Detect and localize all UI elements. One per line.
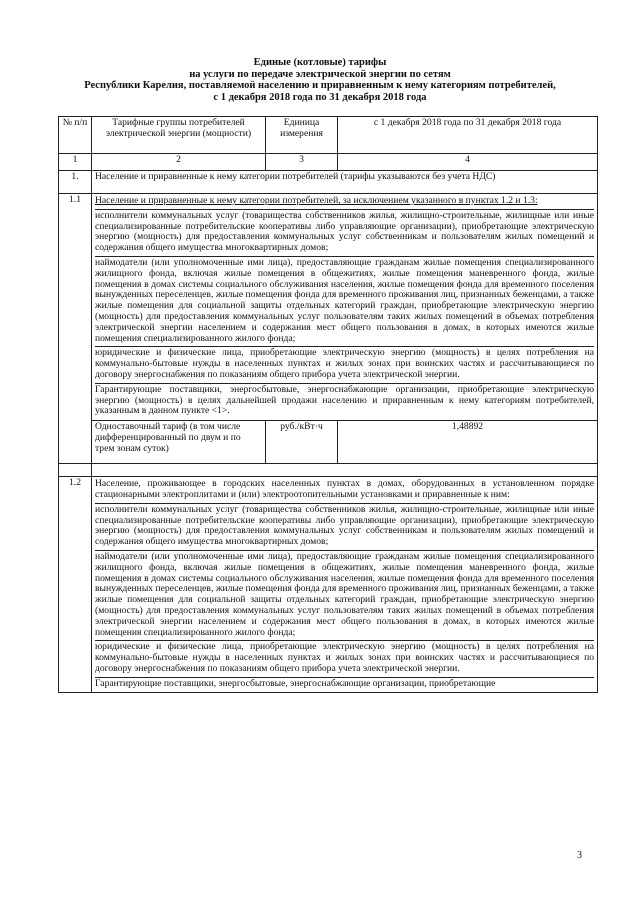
group-1-1-intro: Население и приравненные к нему категории потребителей, за исключением указанного в пунктах 1.2 и 1.3: xyxy=(95,195,594,210)
section-1-number: 1. xyxy=(59,171,92,194)
group-1-2-number: 1.2 xyxy=(59,477,92,693)
column-number-2: 2 xyxy=(92,154,266,171)
group-1-2-item-3: юридические и физические лица, приобретающие электрическую энергию (мощность) в целях потребления на коммунально-бытовые нужды в населенных пунктах и жилых зонах при воинских частях и рассчитывающиеся по договору энергоснабжения по показаниям общего прибора учета электрической энергии. xyxy=(95,641,594,677)
document-title xyxy=(60,57,580,103)
group-1-1-item-1: исполнители коммунальных услуг (товарищества собственников жилья, жилищно-строительные, жилищные или иные специализированные потребительские кооперативы либо управляющие организации), приобретающие электрическую энергию (мощность) для предоставления коммунальных услуг собственникам и пользователям жилых помещений и содержания общего имущества многоквартирных домов; xyxy=(95,210,594,257)
title-line-4: с 1 декабря 2018 года по 31 декабря 2018 года xyxy=(213,91,427,103)
group-1-1-item-4: Гарантирующие поставщики, энергосбытовые, энергоснабжающие организации, приобретающие электрическую энергию (мощность) в целях дальнейшей продажи населению и приравненным к нему категориям потребителей, указанным в данном пункте <1>. xyxy=(95,383,594,417)
title-line-2: на услуги по передаче электрической энергии по сетям xyxy=(189,68,451,80)
column-number-1: 1 xyxy=(59,154,92,171)
title-line-3: Республики Карелия, поставляемой населению и приравненным к нему категориям потребителей, xyxy=(84,80,556,91)
title-line-1: Единые (котловые) тарифы xyxy=(253,57,387,68)
group-1-1-number: 1.1 xyxy=(59,194,92,464)
rate-value: 1,48892 xyxy=(338,421,598,464)
column-number-3: 3 xyxy=(266,154,338,171)
group-1-2-item-1: исполнители коммунальных услуг (товарищества собственников жилья, жилищно-строительные, жилищные или иные специализированные потребительские кооперативы либо управляющие организации), приобретающие электрическую энергию (мощность) для предоставления коммунальных услуг собственникам и пользователям жилых помещений и содержания общего имущества многоквартирных домов; xyxy=(95,504,594,551)
tariff-table xyxy=(58,116,598,693)
group-1-1-row xyxy=(59,194,598,421)
group-1-1-item-3: юридические и физические лица, приобретающие электрическую энергию (мощность) в целях потребления на коммунально-бытовые нужды в населенных пунктах и жилых зонах при воинских частях и рассчитывающиеся по договору энергоснабжения по показаниям общего прибора учета электрической энергии. xyxy=(95,347,594,383)
rate-unit: руб./кВт·ч xyxy=(266,421,338,464)
section-1-row xyxy=(59,171,598,194)
header-number: № п/п xyxy=(59,117,92,154)
header-period: с 1 декабря 2018 года по 31 декабря 2018 года xyxy=(338,117,598,154)
header-unit: Единица измерения xyxy=(266,117,338,154)
page-number: 3 xyxy=(577,850,582,861)
group-1-2-intro: Население, проживающее в городских населенных пунктах в домах, оборудованных в установленном порядке стационарными электроплитами и (или) электроотопительными установками и приравненные к ним: xyxy=(95,478,594,504)
group-1-2-item-4: Гарантирующие поставщики, энергосбытовые, энергоснабжающие организации, приобретающие xyxy=(95,677,496,689)
table-header-row xyxy=(59,117,598,154)
group-1-2-item-2: наймодатели (или уполномоченные ими лица), предоставляющие гражданам жилые помещения специализированного жилищного фонда, включая жилые помещения в общежитиях, жилые помещения маневренного фонда, жилые помещения в домах системы социального обслуживания населения, жилые помещения фонда для временного поселения вынужденных переселенцев, жилые помещения фонда для временного проживания лиц, признанных беженцами, а также жилые помещения для социальной защиты отдельных категорий граждан, приобретающие электрическую энергию (мощность) для предоставления коммунальных услуг пользователям таких жилых помещений в объемах потребления электрической энергии населением и содержания мест общего пользования в домах, в которых имеются жилые помещения специализированного жилого фонда; xyxy=(95,551,594,641)
group-1-1-rate-row xyxy=(59,421,598,464)
column-numbering-row xyxy=(59,154,598,171)
group-1-2-content xyxy=(92,477,598,693)
group-1-2-row xyxy=(59,477,598,693)
header-tariff-groups: Тарифные группы потребителей электрической энергии (мощности) xyxy=(92,117,266,154)
section-1-text: Население и приравненные к нему категории потребителей (тарифы указываются без учета НДС) xyxy=(92,171,598,194)
group-1-1-item-2: наймодатели (или уполномоченные ими лица), предоставляющие гражданам жилые помещения специализированного жилищного фонда, включая жилые помещения в общежитиях, жилые помещения маневренного фонда, жилые помещения в домах системы социального обслуживания населения, жилые помещения фонда для временного поселения вынужденных переселенцев, жилые помещения фонда для временного проживания лиц, признанных беженцами, а также жилые помещения для социальной защиты отдельных категорий граждан, приобретающие электрическую энергию (мощность) для предоставления коммунальных услуг пользователям таких жилых помещений в объемах потребления электрической энергии населением и содержания мест общего пользования в домах, в которых имеются жилые помещения специализированного жилого фонда; xyxy=(95,257,594,347)
spacer-row xyxy=(59,464,598,477)
rate-label: Одноставочный тариф (в том числе дифференцированный по двум и по трем зонам суток) xyxy=(92,421,266,464)
group-1-1-content xyxy=(92,194,598,421)
column-number-4: 4 xyxy=(338,154,598,171)
